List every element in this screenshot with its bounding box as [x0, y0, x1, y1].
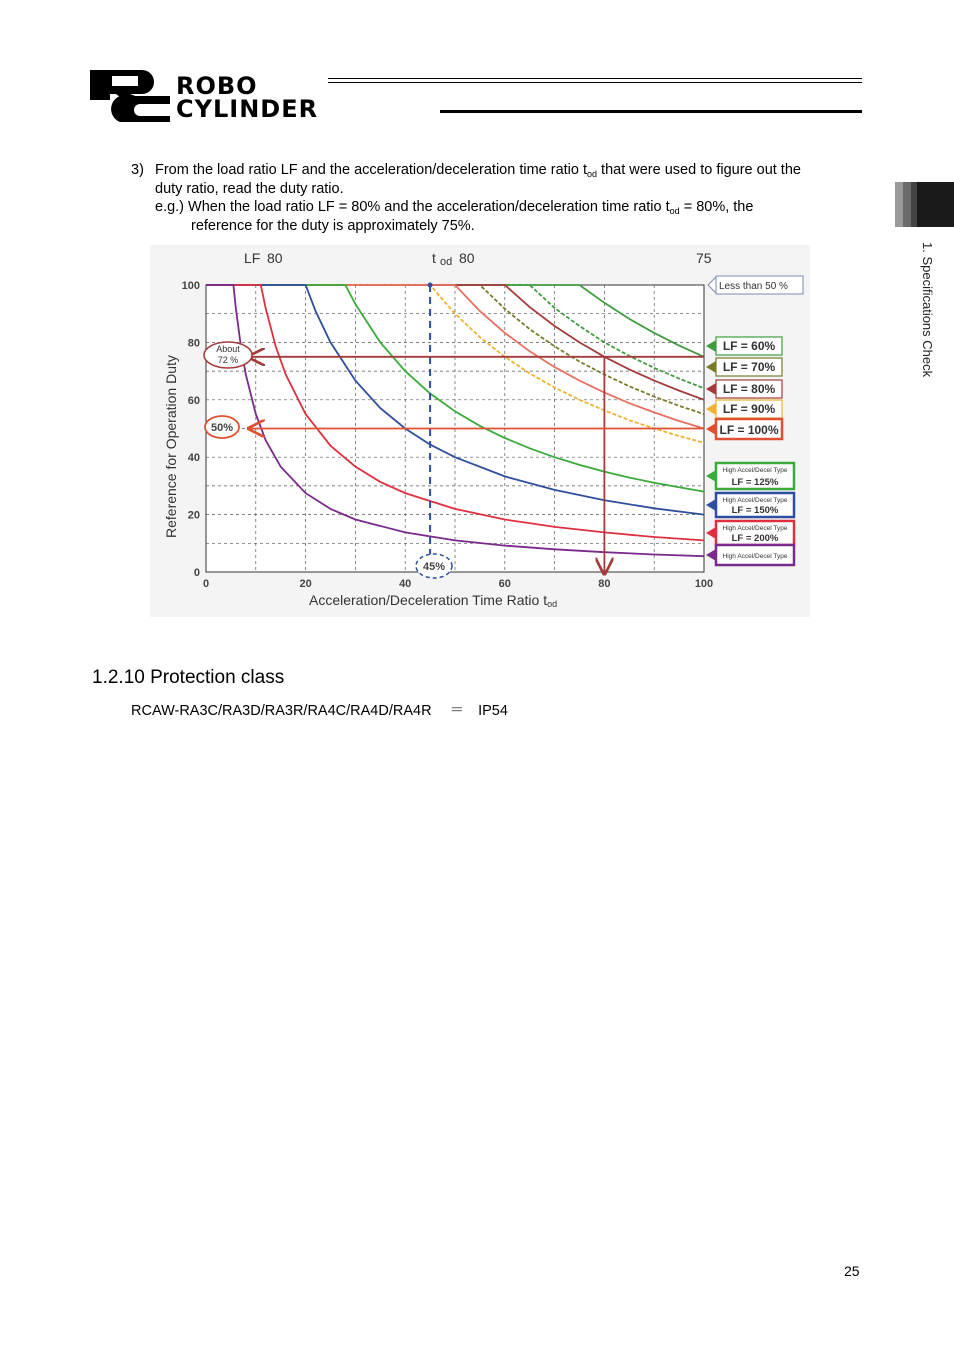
y-tick-label: 40 [187, 452, 200, 465]
model-list: RCAW-RA3C/RA3D/RA3R/RA4C/RA4D/RA4R [131, 703, 432, 719]
y-tick-label: 80 [187, 337, 200, 350]
protection-rating: IP54 [478, 703, 508, 719]
legend-subtitle: High Accel/Decel Type [722, 553, 788, 560]
lf-value: 80 [267, 250, 283, 266]
logo-line1: ROBO [176, 72, 258, 100]
step-number: 3) [131, 162, 144, 178]
x-tick-label: 80 [598, 578, 611, 590]
legend-label: LF = 70% [722, 360, 776, 374]
rc-logo-icon [90, 70, 170, 122]
header-rule-mid [328, 82, 862, 83]
legend-subtitle: High Accel/Decel Type [722, 467, 788, 474]
tod-label: t [432, 250, 436, 266]
legend-subtitle: High Accel/Decel Type [722, 525, 788, 532]
page-number: 25 [844, 1263, 860, 1279]
header-rule-bottom [440, 110, 862, 113]
legend-label: LF = 150% [731, 505, 779, 516]
result-value: 75 [696, 250, 712, 266]
y-axis-label: Reference for Operation Duty [163, 355, 179, 538]
about-72-line1: About [216, 344, 240, 354]
tod-guide-dot [428, 283, 433, 288]
y-tick-label: 20 [187, 509, 200, 522]
x-tick-label: 60 [498, 578, 511, 590]
logo-line2: CYLINDER [176, 95, 319, 123]
header [0, 0, 954, 140]
legend-label: LF = 90% [722, 402, 776, 416]
step-line2: duty ratio, read the duty ratio. [155, 181, 344, 197]
protection-row [131, 702, 508, 720]
less-than-50-label: Less than 50 % [719, 281, 788, 292]
equals-sign: ＝ [449, 703, 465, 719]
step-line1: From the load ratio LF and the acceleration/deceleration time ratio $t_{od}$ that were used to figure out the [155, 162, 801, 179]
chapter-label: 1. Specifications Check [920, 242, 935, 378]
duty-chart [150, 245, 810, 617]
legend-label: LF = 100% [719, 423, 779, 437]
lf-label: LF [244, 250, 261, 266]
fortyfive-label: 45% [422, 561, 446, 573]
header-rule-top [328, 78, 862, 79]
x-axis-label: Acceleration/Deceleration Time Ratio tod [309, 592, 558, 609]
tod-sub: od [440, 256, 453, 268]
tod-value: 80 [459, 250, 475, 266]
y-tick-label: 100 [181, 280, 200, 292]
section-title: 1.2.10 Protection class [92, 667, 285, 688]
x-tick-label: 20 [299, 578, 312, 590]
x-tick-label: 100 [694, 578, 714, 590]
y-tick-label: 0 [193, 567, 200, 579]
x-tick-label: 40 [399, 578, 412, 590]
about-72-line2: 72 % [217, 355, 239, 365]
example-line1: e.g.) When the load ratio LF = 80% and the acceleration/deceleration time ratio $t_{od} = 80\%$, the [155, 199, 754, 216]
legend-label: LF = 60% [722, 339, 776, 353]
y-tick-label: 60 [187, 394, 200, 407]
legend-subtitle: High Accel/Decel Type [722, 497, 788, 504]
example-line2: reference for the duty is approximately 75%. [191, 218, 475, 234]
chapter-tab [895, 182, 954, 227]
x-tick-label: 0 [202, 578, 210, 590]
legend-label: LF = 80% [722, 382, 776, 396]
legend-label: LF = 200% [731, 533, 779, 544]
legend-label: LF = 125% [731, 477, 779, 488]
fifty-label: 50% [210, 422, 234, 434]
